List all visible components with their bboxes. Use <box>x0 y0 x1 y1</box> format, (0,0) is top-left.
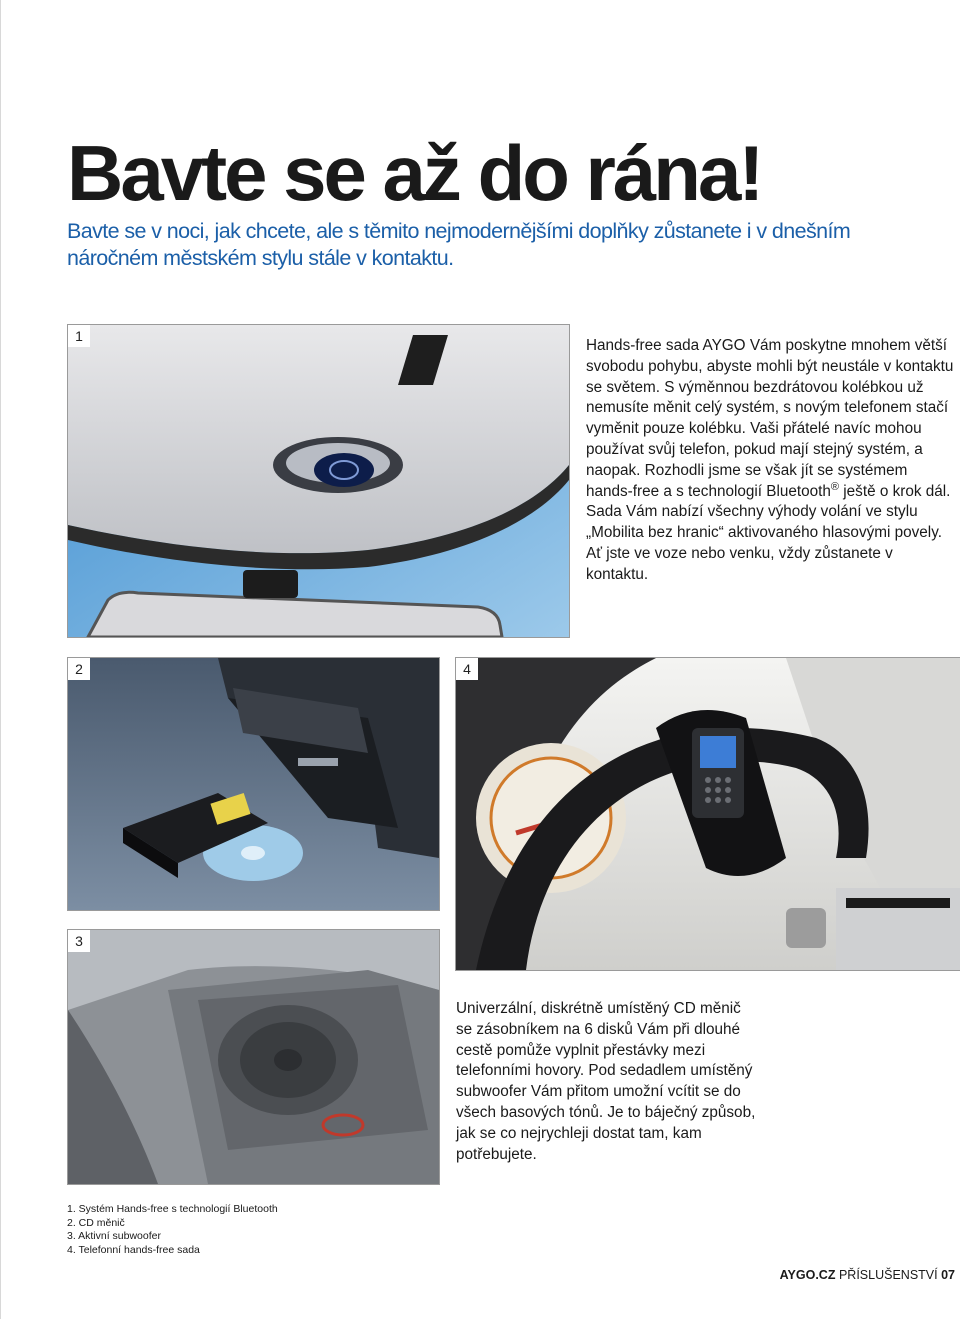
photo-number: 4 <box>456 658 478 680</box>
caption-item: 3. Aktivní subwoofer <box>67 1230 161 1243</box>
photo-number: 3 <box>68 930 90 952</box>
handsfree-illustration <box>68 325 569 637</box>
handsfree-text-end: ještě o krok dál. Sada Vám nabízí všechny výhody volání ve stylu „Mobilita bez hranic“ aktivovaného hlasovými povely. Ať jste ve voze nebo venku, vždy zůstanete v kontaktu. <box>586 482 951 583</box>
photo-subwoofer <box>67 929 440 1185</box>
footer-page-number: 07 <box>941 1268 955 1282</box>
page-title: Bavte se až do rána! <box>67 129 762 217</box>
lead-paragraph: Bavte se v noci, jak chcete, ale s těmito nejmodernějšími doplňky zůstanete i v dnešním náročném městském stylu stále v kontaktu. <box>67 219 851 270</box>
photo-cd-changer <box>67 657 440 911</box>
subwoofer-illustration <box>68 930 439 1184</box>
handsfree-description <box>586 336 958 586</box>
handsfree-text-main: Hands-free sada AYGO Vám poskytne mnohem větší svobodu pohybu, abyste mohli být neustále v kontaktu se světem. S výměnnou bezdrátovou kolébkou už nemusíte měnit celý systém, s novým telefonem stačí vyměnit pouze kolébku. Vaši přátelé navíc mohou používat svůj telefon, pokud mají stejný systém, a naopak. Rozhodli jsme se však jít se systémem hands-free a s technologií Bluetooth <box>586 337 954 500</box>
page-edge-line <box>0 0 1 1319</box>
photo-captions <box>67 1203 278 1257</box>
photo-phone-cradle <box>455 657 960 971</box>
caption-item: 1. Systém Hands-free s technologií Bluetooth <box>67 1203 278 1215</box>
caption-item: 2. CD měnič <box>67 1216 125 1229</box>
photo-handsfree-bluetooth <box>67 324 570 638</box>
cd-subwoofer-description: Univerzální, diskrétně umístěný CD měnič se zásobníkem na 6 disků Vám při dlouhé cestě pomůže vyplnit přestávky mezi telefonními hovory. Pod sedadlem umístěný subwoofer Vám přitom umožní vcítit se do všech basových tónů. Je to báječný způsob, jak se co nejrychleji dostat tam, kam potřebujete. <box>456 1000 756 1163</box>
footer-section: PŘÍSLUŠENSTVÍ <box>838 1268 938 1282</box>
cd-changer-illustration <box>68 658 439 910</box>
photo-number: 1 <box>68 325 90 347</box>
caption-item: 4. Telefonní hands-free sada <box>67 1243 200 1256</box>
phone-cradle-illustration <box>456 658 960 970</box>
photo-number: 2 <box>68 658 90 680</box>
registered-mark: ® <box>830 480 840 493</box>
footer-brand: AYGO.CZ <box>779 1268 836 1282</box>
page-footer <box>780 1268 955 1282</box>
